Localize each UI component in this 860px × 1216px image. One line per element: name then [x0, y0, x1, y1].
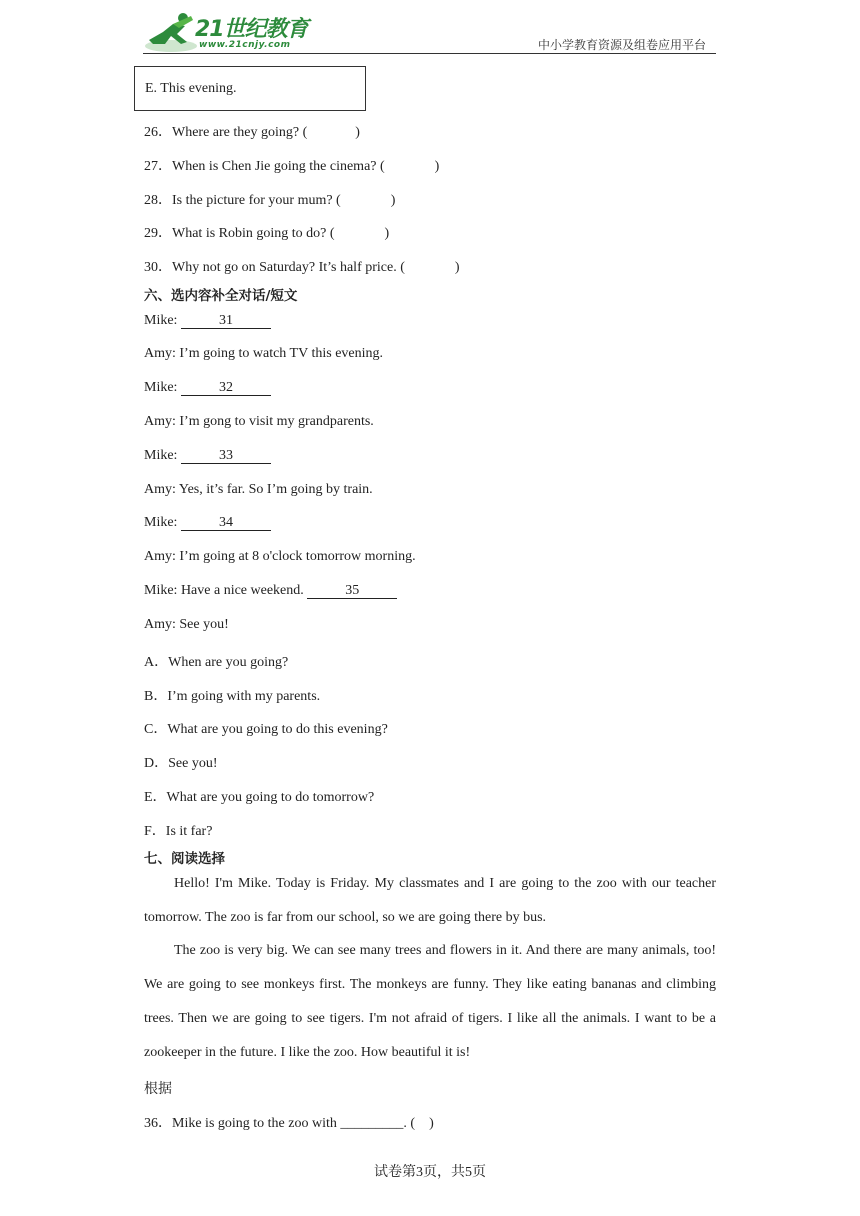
question-text: 36．Mike is going to the zoo with [144, 1116, 341, 1131]
platform-name: 中小学教育资源及组卷应用平台 [537, 38, 706, 52]
option-e: E．What are you going to do tomorrow? [144, 790, 375, 805]
answer-blank-33[interactable]: 33 [181, 448, 271, 464]
reading-passage [144, 867, 716, 1069]
answer-blank-35[interactable]: 35 [307, 583, 397, 599]
paren-close: ) [390, 193, 396, 208]
option-d: D．See you! [144, 756, 218, 771]
dialogue-line: Amy: I’m going to watch TV this evening. [144, 346, 384, 361]
answer-blank[interactable]: _________ [340, 1116, 404, 1131]
question-36 [144, 1112, 434, 1132]
question-28 [144, 189, 395, 209]
question-text-suffix: . ( [403, 1116, 416, 1131]
section-6-title: 六、选内容补全对话/短文 [144, 288, 298, 304]
dialogue-line [144, 515, 271, 531]
answer-blank-31[interactable]: 31 [181, 313, 271, 329]
speaker-text: Mike: [144, 448, 181, 463]
question-26 [144, 121, 360, 141]
paren-close: ) [384, 226, 390, 241]
speaker-text: Mike: Have a nice weekend. [144, 583, 308, 598]
option-f: F．Is it far? [144, 824, 213, 839]
paren-close: ) [355, 125, 360, 140]
question-30 [144, 256, 460, 276]
runner-logo-icon [143, 10, 199, 54]
dialogue-line [144, 448, 271, 464]
paren-close: ) [454, 260, 460, 275]
dialogue-line [144, 583, 397, 599]
section-7-title: 七、阅读选择 [144, 851, 225, 867]
site-logo [143, 10, 308, 54]
question-text: 27．When is Chen Jie going the cinema? ( [144, 159, 385, 174]
answer-blank-34[interactable]: 34 [181, 515, 271, 531]
option-box-e [134, 66, 366, 111]
speaker-text: Mike: [144, 515, 181, 530]
dialogue-line [144, 313, 271, 329]
question-text: 29．What is Robin going to do? ( [144, 226, 335, 241]
header-divider [143, 53, 716, 54]
dialogue-line [144, 380, 271, 396]
page-header [143, 8, 716, 56]
speaker-text: Mike: [144, 380, 181, 395]
paren-close: ) [434, 159, 440, 174]
answer-blank-32[interactable]: 32 [181, 380, 271, 396]
logo-text: 21世纪教育 [195, 17, 308, 42]
dialogue-line: Amy: I’m going at 8 o'clock tomorrow morning. [144, 549, 416, 564]
question-text: 28．Is the picture for your mum? ( [144, 193, 341, 208]
logo-url: www.21cnjy.com [199, 40, 291, 50]
question-27 [144, 155, 439, 175]
passage-paragraph-2: The zoo is very big. We can see many trees and flowers in it. And there are many animals, too! We are going to see monkeys first. The monkeys are funny. They like eating bananas and climbing trees. Then we are going to see tigers. I'm not afraid of tigers. I like all the animals. I want to be a zookeeper in the future. I like the zoo. How beautiful it is! [144, 943, 716, 1060]
dialogue-line: Amy: I’m gong to visit my grandparents. [144, 414, 374, 429]
page-footer: 试卷第3页，共5页 [374, 1165, 486, 1180]
instruction-text: 根据 [144, 1082, 172, 1097]
option-c: C．What are you going to do this evening? [144, 722, 388, 737]
question-text: 30．Why not go on Saturday? It’s half price. ( [144, 260, 405, 275]
dialogue-line: Amy: See you! [144, 617, 229, 632]
option-a: A．When are you going? [144, 655, 289, 670]
speaker-text: Mike: [144, 313, 181, 328]
option-b: B．I’m going with my parents. [144, 689, 321, 704]
paren-close: ) [429, 1116, 434, 1131]
dialogue-line: Amy: Yes, it’s far. So I’m going by train. [144, 482, 373, 497]
passage-paragraph-1: Hello! I'm Mike. Today is Friday. My classmates and I are going to the zoo with our teacher tomorrow. The zoo is far from our school, so we are going there by bus. [144, 876, 716, 925]
question-text: 26．Where are they going? ( [144, 125, 308, 140]
option-e-text: E. This evening. [145, 81, 237, 96]
question-29 [144, 222, 389, 242]
